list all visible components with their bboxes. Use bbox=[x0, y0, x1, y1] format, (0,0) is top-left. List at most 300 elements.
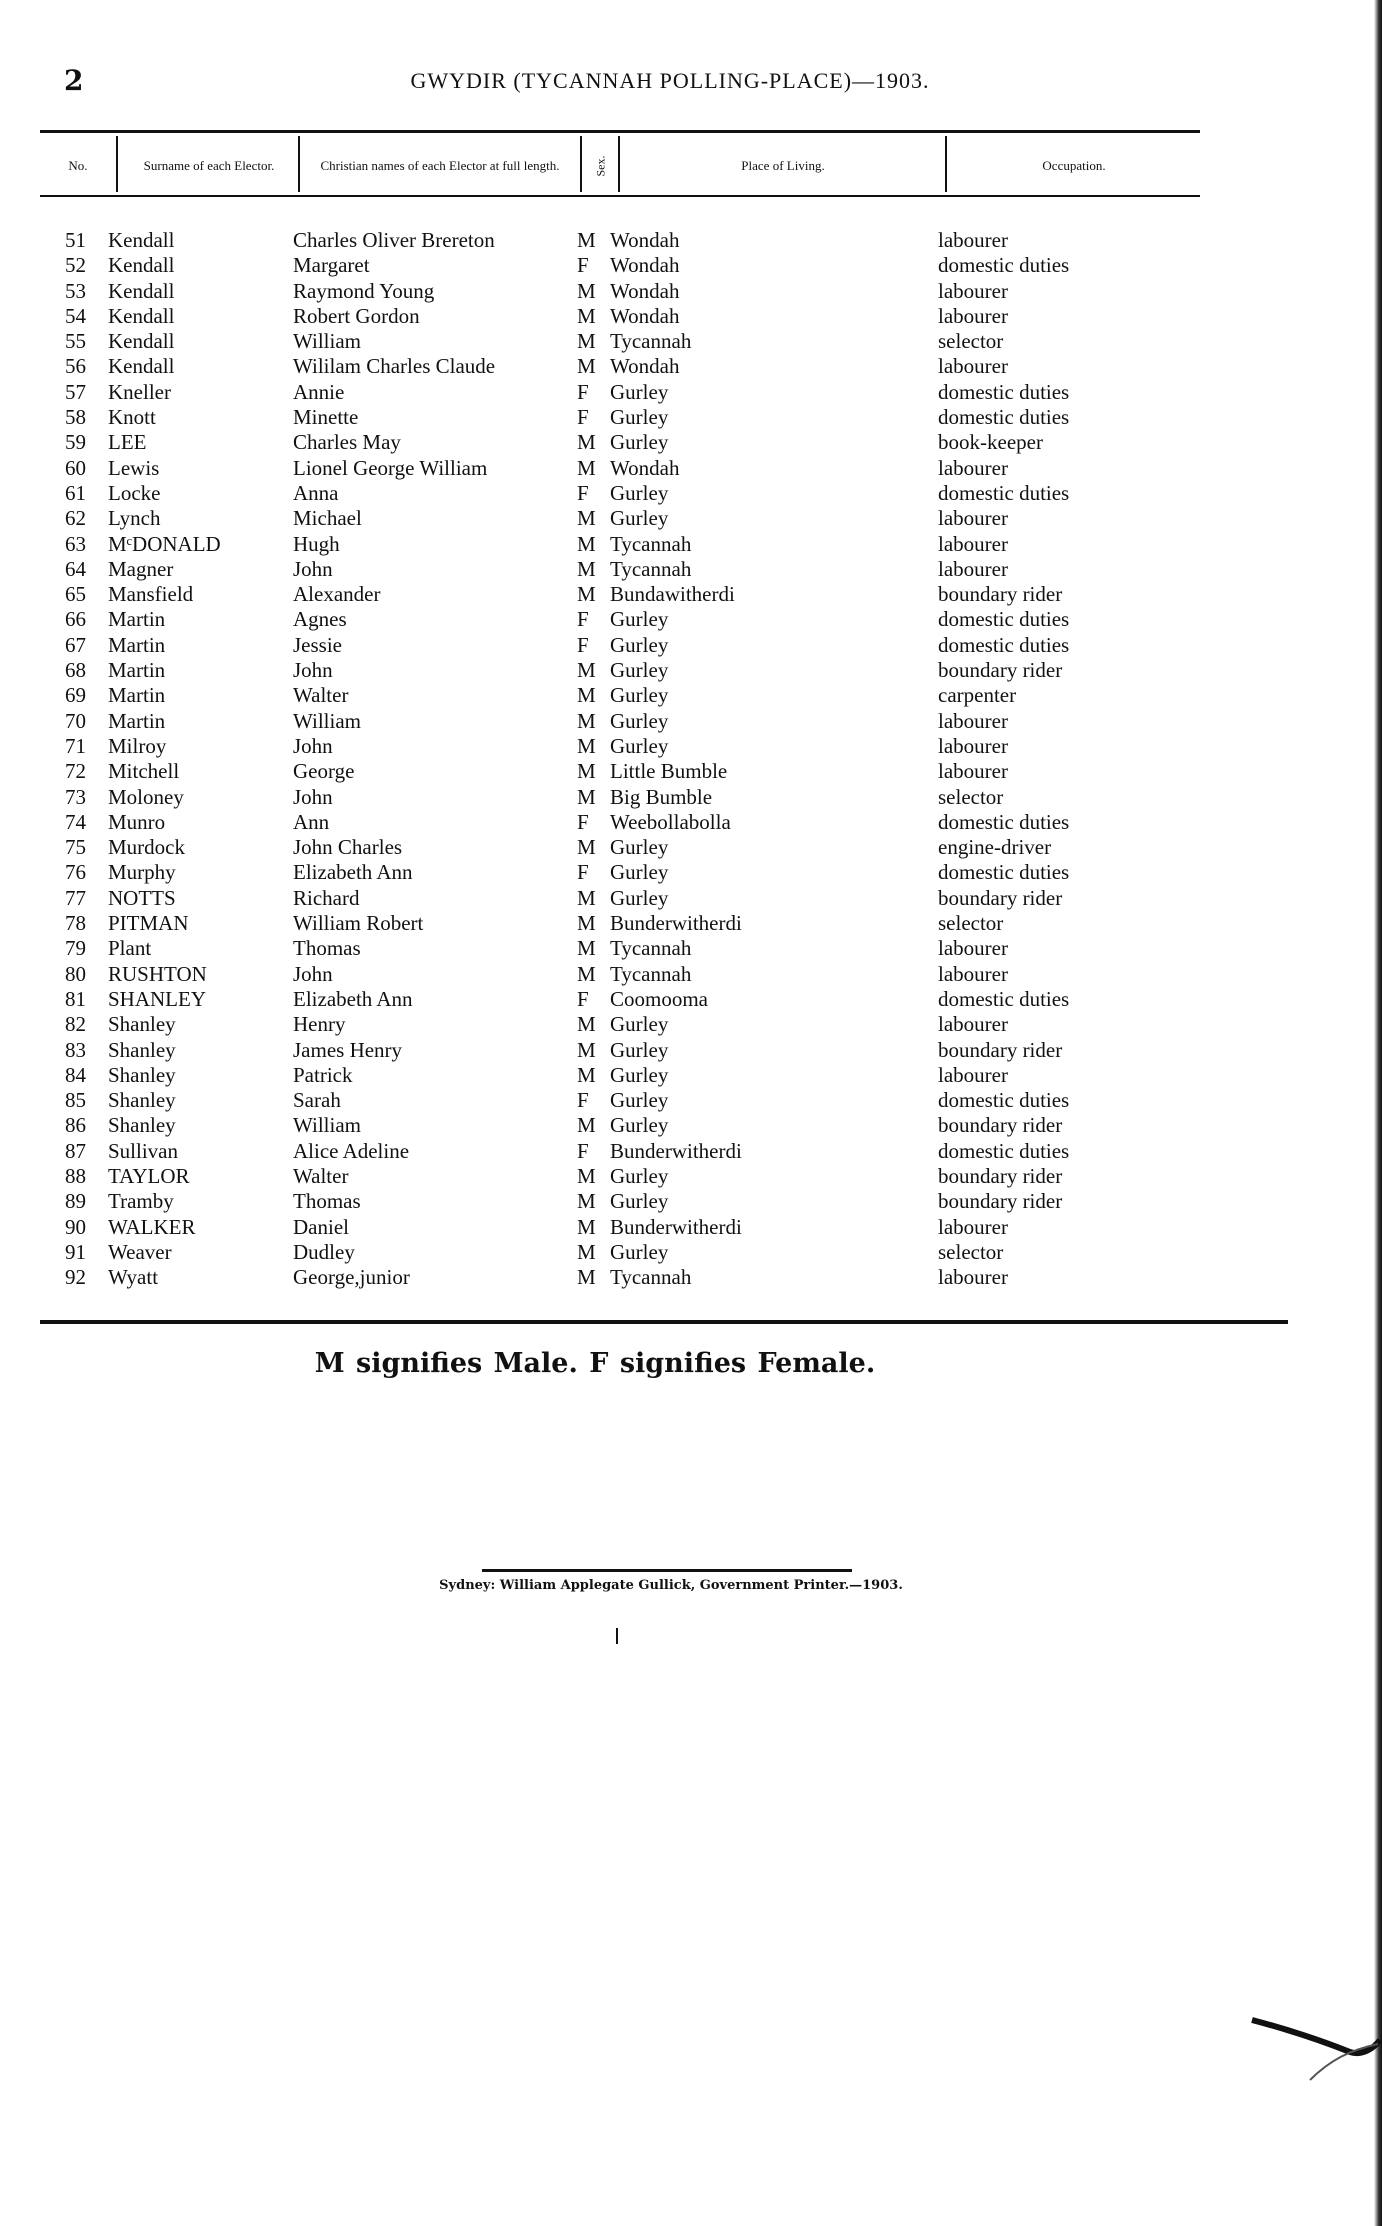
elector-place-of-living: Big Bumble bbox=[610, 784, 713, 809]
elector-place-of-living: Bunderwitherdi bbox=[610, 1214, 742, 1239]
elector-number: 71 bbox=[65, 733, 86, 758]
elector-surname: Kneller bbox=[108, 379, 171, 404]
elector-surname: Locke bbox=[108, 480, 161, 505]
elector-surname: Magner bbox=[108, 556, 174, 581]
elector-christian-names: Raymond Young bbox=[293, 278, 435, 303]
table-row bbox=[0, 734, 1382, 759]
elector-place-of-living: Bunderwitherdi bbox=[610, 1138, 742, 1163]
elector-christian-names: Walter bbox=[293, 1163, 349, 1188]
header-christian: Christian names of each Elector at full length. bbox=[320, 158, 560, 173]
printer-rule bbox=[482, 1569, 852, 1572]
elector-number: 61 bbox=[65, 480, 86, 505]
elector-sex: M bbox=[577, 329, 596, 354]
elector-place-of-living: Little Bumble bbox=[610, 759, 728, 784]
elector-place-of-living: Gurley bbox=[610, 708, 669, 733]
elector-place-of-living: Tycannah bbox=[610, 329, 692, 354]
elector-number: 65 bbox=[65, 582, 86, 607]
elector-sex: F bbox=[577, 860, 589, 885]
table-row bbox=[0, 506, 1382, 531]
elector-christian-names: Wililam Charles Claude bbox=[293, 354, 496, 379]
elector-place-of-living: Weebollabolla bbox=[610, 809, 731, 834]
elector-number: 82 bbox=[65, 1012, 86, 1037]
elector-place-of-living: Tycannah bbox=[610, 936, 692, 961]
elector-surname: Knott bbox=[108, 405, 156, 430]
elector-occupation: domestic duties bbox=[938, 253, 1070, 278]
elector-place-of-living: Tycannah bbox=[610, 531, 692, 556]
elector-place-of-living: Wondah bbox=[610, 228, 680, 252]
table-bottom-rule bbox=[40, 1320, 1288, 1324]
elector-christian-names: Agnes bbox=[293, 607, 347, 632]
elector-place-of-living: Gurley bbox=[610, 379, 669, 404]
elector-occupation: domestic duties bbox=[938, 480, 1070, 505]
elector-christian-names: Annie bbox=[293, 379, 345, 404]
sex-legend: M signifies Male. F signifies Female. bbox=[314, 1348, 876, 1379]
elector-number: 81 bbox=[65, 986, 86, 1011]
elector-number: 87 bbox=[65, 1138, 86, 1163]
elector-occupation: labourer bbox=[938, 455, 1008, 480]
elector-sex: M bbox=[577, 961, 596, 986]
elector-sex: M bbox=[577, 1037, 596, 1062]
elector-surname: Kendall bbox=[108, 354, 175, 379]
elector-place-of-living: Gurley bbox=[610, 1163, 669, 1188]
table-row bbox=[0, 253, 1382, 278]
elector-place-of-living: Wondah bbox=[610, 455, 680, 480]
elector-number: 66 bbox=[65, 607, 86, 632]
elector-sex: M bbox=[577, 430, 596, 455]
elector-number: 69 bbox=[65, 683, 86, 708]
elector-number: 89 bbox=[65, 1189, 86, 1214]
table-row bbox=[0, 1113, 1382, 1138]
elector-surname: Martin bbox=[108, 607, 166, 632]
table-row bbox=[0, 1088, 1382, 1113]
elector-surname: Martin bbox=[108, 708, 166, 733]
elector-christian-names: Richard bbox=[293, 885, 360, 910]
elector-sex: F bbox=[577, 253, 589, 278]
column-divider bbox=[298, 136, 300, 192]
elector-sex: M bbox=[577, 455, 596, 480]
elector-christian-names: Michael bbox=[293, 506, 362, 531]
elector-occupation: domestic duties bbox=[938, 986, 1070, 1011]
elector-surname: Martin bbox=[108, 658, 166, 683]
elector-surname: Plant bbox=[108, 936, 152, 961]
elector-sex: M bbox=[577, 556, 596, 581]
elector-place-of-living: Gurley bbox=[610, 733, 669, 758]
elector-sex: F bbox=[577, 607, 589, 632]
elector-sex: M bbox=[577, 506, 596, 531]
elector-number: 75 bbox=[65, 835, 86, 860]
elector-surname: Murdock bbox=[108, 835, 185, 860]
elector-surname: Munro bbox=[108, 809, 166, 834]
table-row bbox=[0, 1215, 1382, 1240]
table-row bbox=[0, 582, 1382, 607]
elector-sex: M bbox=[577, 1189, 596, 1214]
elector-surname: Mansfield bbox=[108, 582, 194, 607]
elector-surname: Shanley bbox=[108, 1113, 176, 1138]
elector-number: 86 bbox=[65, 1113, 86, 1138]
header-sex: Sex. bbox=[593, 155, 607, 177]
elector-place-of-living: Gurley bbox=[610, 860, 669, 885]
elector-christian-names: Minette bbox=[293, 405, 359, 430]
elector-occupation: selector bbox=[938, 784, 1004, 809]
elector-number: 77 bbox=[65, 885, 86, 910]
table-row bbox=[0, 1240, 1382, 1265]
column-divider bbox=[945, 136, 947, 192]
elector-christian-names: Alexander bbox=[293, 582, 381, 607]
table-row bbox=[0, 987, 1382, 1012]
elector-occupation: labourer bbox=[938, 531, 1008, 556]
elector-surname: Weaver bbox=[108, 1239, 172, 1264]
elector-occupation: book-keeper bbox=[938, 430, 1043, 455]
table-row bbox=[0, 759, 1382, 784]
page-edge-shadow bbox=[1374, 0, 1382, 2226]
elector-occupation: engine-driver bbox=[938, 835, 1052, 860]
elector-sex: M bbox=[577, 885, 596, 910]
elector-surname: NOTTS bbox=[108, 885, 176, 910]
elector-occupation: boundary rider bbox=[938, 1189, 1063, 1214]
elector-occupation: labourer bbox=[938, 506, 1008, 531]
elector-christian-names: Thomas bbox=[293, 1189, 361, 1214]
elector-surname: PITMAN bbox=[108, 911, 189, 936]
elector-occupation: boundary rider bbox=[938, 658, 1063, 683]
table-row bbox=[0, 1189, 1382, 1214]
elector-place-of-living: Tycannah bbox=[610, 961, 692, 986]
table-row bbox=[0, 633, 1382, 658]
elector-sex: F bbox=[577, 809, 589, 834]
elector-surname: Murphy bbox=[108, 860, 176, 885]
elector-occupation: labourer bbox=[938, 759, 1008, 784]
elector-christian-names: Hugh bbox=[293, 531, 340, 556]
elector-number: 59 bbox=[65, 430, 86, 455]
elector-christian-names: John bbox=[293, 733, 333, 758]
elector-surname: Martin bbox=[108, 632, 166, 657]
elector-christian-names: John Charles bbox=[293, 835, 403, 860]
elector-number: 91 bbox=[65, 1239, 86, 1264]
elector-occupation: domestic duties bbox=[938, 379, 1070, 404]
elector-place-of-living: Gurley bbox=[610, 683, 669, 708]
elector-number: 64 bbox=[65, 556, 86, 581]
elector-christian-names: Lionel George William bbox=[293, 455, 488, 480]
elector-place-of-living: Gurley bbox=[610, 835, 669, 860]
elector-occupation: labourer bbox=[938, 1012, 1008, 1037]
column-divider bbox=[618, 136, 620, 192]
elector-number: 52 bbox=[65, 253, 86, 278]
elector-sex: M bbox=[577, 1012, 596, 1037]
elector-surname: Moloney bbox=[108, 784, 184, 809]
elector-surname: Tramby bbox=[108, 1189, 174, 1214]
elector-place-of-living: Gurley bbox=[610, 430, 669, 455]
table-row bbox=[0, 279, 1382, 304]
printer-imprint: Sydney: William Applegate Gullick, Government Printer.—1903. bbox=[439, 1578, 903, 1593]
elector-christian-names: William bbox=[293, 329, 361, 354]
elector-sex: F bbox=[577, 986, 589, 1011]
elector-sex: M bbox=[577, 835, 596, 860]
elector-christian-names: George,junior bbox=[293, 1265, 410, 1290]
elector-christian-names: Daniel bbox=[293, 1214, 349, 1239]
elector-occupation: domestic duties bbox=[938, 860, 1070, 885]
elector-list bbox=[0, 228, 1382, 1290]
elector-place-of-living: Gurley bbox=[610, 1088, 669, 1113]
elector-christian-names: Charles Oliver Brereton bbox=[293, 228, 495, 252]
elector-christian-names: William bbox=[293, 708, 361, 733]
elector-christian-names: Elizabeth Ann bbox=[293, 986, 413, 1011]
elector-place-of-living: Gurley bbox=[610, 405, 669, 430]
table-row bbox=[0, 329, 1382, 354]
elector-occupation: domestic duties bbox=[938, 607, 1070, 632]
elector-occupation: labourer bbox=[938, 278, 1008, 303]
elector-number: 73 bbox=[65, 784, 86, 809]
table-row bbox=[0, 911, 1382, 936]
elector-number: 60 bbox=[65, 455, 86, 480]
elector-occupation: boundary rider bbox=[938, 1163, 1063, 1188]
elector-sex: M bbox=[577, 708, 596, 733]
elector-occupation: boundary rider bbox=[938, 582, 1063, 607]
elector-occupation: labourer bbox=[938, 556, 1008, 581]
elector-christian-names: John bbox=[293, 556, 333, 581]
elector-number: 80 bbox=[65, 961, 86, 986]
elector-surname: WALKER bbox=[108, 1214, 196, 1239]
elector-sex: M bbox=[577, 759, 596, 784]
elector-place-of-living: Gurley bbox=[610, 480, 669, 505]
elector-christian-names: Anna bbox=[293, 480, 339, 505]
table-row bbox=[0, 456, 1382, 481]
elector-place-of-living: Wondah bbox=[610, 278, 680, 303]
elector-place-of-living: Wondah bbox=[610, 303, 680, 328]
elector-place-of-living: Gurley bbox=[610, 607, 669, 632]
elector-place-of-living: Wondah bbox=[610, 354, 680, 379]
elector-place-of-living: Gurley bbox=[610, 1239, 669, 1264]
elector-sex: M bbox=[577, 278, 596, 303]
elector-christian-names: William bbox=[293, 1113, 361, 1138]
elector-surname: LEE bbox=[108, 430, 147, 455]
elector-occupation: boundary rider bbox=[938, 1037, 1063, 1062]
table-row bbox=[0, 936, 1382, 961]
elector-surname: Sullivan bbox=[108, 1138, 179, 1163]
elector-number: 67 bbox=[65, 632, 86, 657]
elector-surname: Kendall bbox=[108, 303, 175, 328]
table-row bbox=[0, 1164, 1382, 1189]
table-row bbox=[0, 810, 1382, 835]
header-place: Place of Living. bbox=[741, 158, 825, 173]
pen-mark-icon bbox=[1250, 2000, 1382, 2100]
column-divider bbox=[116, 136, 118, 192]
elector-occupation: domestic duties bbox=[938, 1088, 1070, 1113]
elector-place-of-living: Wondah bbox=[610, 253, 680, 278]
header-occupation: Occupation. bbox=[1042, 158, 1106, 173]
elector-surname: Wyatt bbox=[108, 1265, 159, 1290]
elector-sex: M bbox=[577, 1062, 596, 1087]
elector-christian-names: Patrick bbox=[293, 1062, 353, 1087]
table-row bbox=[0, 1265, 1382, 1290]
elector-number: 85 bbox=[65, 1088, 86, 1113]
elector-occupation: labourer bbox=[938, 733, 1008, 758]
elector-number: 57 bbox=[65, 379, 86, 404]
elector-surname: Shanley bbox=[108, 1088, 176, 1113]
elector-christian-names: Dudley bbox=[293, 1239, 355, 1264]
header-no: No. bbox=[68, 158, 88, 173]
elector-christian-names: John bbox=[293, 658, 333, 683]
table-row bbox=[0, 1063, 1382, 1088]
elector-christian-names: George bbox=[293, 759, 355, 784]
header-surname: Surname of each Elector. bbox=[143, 158, 275, 173]
elector-sex: M bbox=[577, 784, 596, 809]
elector-sex: F bbox=[577, 632, 589, 657]
header-top-rule bbox=[40, 130, 1200, 133]
elector-occupation: selector bbox=[938, 329, 1004, 354]
elector-sex: M bbox=[577, 911, 596, 936]
elector-sex: M bbox=[577, 1265, 596, 1290]
elector-occupation: selector bbox=[938, 911, 1004, 936]
elector-occupation: labourer bbox=[938, 303, 1008, 328]
elector-sex: M bbox=[577, 1113, 596, 1138]
header-bottom-rule bbox=[40, 195, 1200, 197]
table-row bbox=[0, 380, 1382, 405]
elector-place-of-living: Bundawitherdi bbox=[610, 582, 735, 607]
elector-christian-names: Ann bbox=[293, 809, 330, 834]
elector-sex: M bbox=[577, 582, 596, 607]
elector-number: 55 bbox=[65, 329, 86, 354]
elector-place-of-living: Gurley bbox=[610, 1189, 669, 1214]
elector-number: 54 bbox=[65, 303, 86, 328]
elector-occupation: labourer bbox=[938, 1214, 1008, 1239]
table-row bbox=[0, 886, 1382, 911]
elector-place-of-living: Gurley bbox=[610, 1062, 669, 1087]
elector-surname: Shanley bbox=[108, 1037, 176, 1062]
table-row bbox=[0, 785, 1382, 810]
elector-surname: Kendall bbox=[108, 253, 175, 278]
elector-sex: M bbox=[577, 936, 596, 961]
table-row bbox=[0, 405, 1382, 430]
table-row bbox=[0, 1038, 1382, 1063]
table-row bbox=[0, 607, 1382, 632]
elector-christian-names: Jessie bbox=[293, 632, 342, 657]
elector-christian-names: John bbox=[293, 784, 333, 809]
elector-sex: F bbox=[577, 379, 589, 404]
elector-christian-names: Sarah bbox=[293, 1088, 341, 1113]
table-row bbox=[0, 304, 1382, 329]
table-row bbox=[0, 557, 1382, 582]
elector-occupation: boundary rider bbox=[938, 885, 1063, 910]
elector-occupation: labourer bbox=[938, 354, 1008, 379]
elector-occupation: domestic duties bbox=[938, 632, 1070, 657]
elector-christian-names: Elizabeth Ann bbox=[293, 860, 413, 885]
elector-surname: TAYLOR bbox=[108, 1163, 190, 1188]
elector-occupation: boundary rider bbox=[938, 1113, 1063, 1138]
elector-place-of-living: Gurley bbox=[610, 658, 669, 683]
elector-number: 68 bbox=[65, 658, 86, 683]
elector-sex: M bbox=[577, 1239, 596, 1264]
elector-occupation: labourer bbox=[938, 228, 1008, 252]
elector-surname: RUSHTON bbox=[108, 961, 207, 986]
elector-surname: Kendall bbox=[108, 228, 175, 252]
elector-surname: Lewis bbox=[108, 455, 160, 480]
elector-surname: Martin bbox=[108, 683, 166, 708]
elector-surname: Mitchell bbox=[108, 759, 180, 784]
elector-number: 79 bbox=[65, 936, 86, 961]
elector-place-of-living: Tycannah bbox=[610, 556, 692, 581]
elector-occupation: domestic duties bbox=[938, 405, 1070, 430]
elector-number: 92 bbox=[65, 1265, 86, 1290]
elector-christian-names: Walter bbox=[293, 683, 349, 708]
elector-occupation: labourer bbox=[938, 1062, 1008, 1087]
elector-occupation: labourer bbox=[938, 936, 1008, 961]
elector-christian-names: Thomas bbox=[293, 936, 361, 961]
elector-number: 76 bbox=[65, 860, 86, 885]
elector-occupation: selector bbox=[938, 1239, 1004, 1264]
table-row bbox=[0, 709, 1382, 734]
elector-christian-names: Robert Gordon bbox=[293, 303, 420, 328]
table-row bbox=[0, 835, 1382, 860]
elector-occupation: labourer bbox=[938, 708, 1008, 733]
table-row bbox=[0, 481, 1382, 506]
page-number: 2 bbox=[64, 64, 84, 97]
elector-number: 88 bbox=[65, 1163, 86, 1188]
elector-place-of-living: Gurley bbox=[610, 632, 669, 657]
elector-christian-names: James Henry bbox=[293, 1037, 403, 1062]
elector-occupation: labourer bbox=[938, 1265, 1008, 1290]
elector-christian-names: Charles May bbox=[293, 430, 401, 455]
elector-place-of-living: Bunderwitherdi bbox=[610, 911, 742, 936]
elector-surname: Shanley bbox=[108, 1012, 176, 1037]
elector-place-of-living: Gurley bbox=[610, 506, 669, 531]
elector-surname: Lynch bbox=[108, 506, 161, 531]
table-row bbox=[0, 658, 1382, 683]
elector-sex: M bbox=[577, 228, 596, 252]
elector-sex: M bbox=[577, 658, 596, 683]
elector-sex: M bbox=[577, 1163, 596, 1188]
elector-christian-names: Alice Adeline bbox=[293, 1138, 410, 1163]
elector-number: 90 bbox=[65, 1214, 86, 1239]
table-row bbox=[0, 860, 1382, 885]
elector-place-of-living: Gurley bbox=[610, 885, 669, 910]
table-row bbox=[0, 228, 1382, 253]
elector-number: 72 bbox=[65, 759, 86, 784]
table-row bbox=[0, 532, 1382, 557]
elector-christian-names: William Robert bbox=[293, 911, 424, 936]
elector-sex: M bbox=[577, 1214, 596, 1239]
elector-sex: M bbox=[577, 303, 596, 328]
elector-place-of-living: Gurley bbox=[610, 1037, 669, 1062]
elector-place-of-living: Gurley bbox=[610, 1012, 669, 1037]
elector-number: 74 bbox=[65, 809, 86, 834]
page-title: GWYDIR (TYCANNAH POLLING-PLACE)—1903. bbox=[410, 68, 930, 93]
elector-number: 62 bbox=[65, 506, 86, 531]
elector-surname: Kendall bbox=[108, 278, 175, 303]
elector-christian-names: John bbox=[293, 961, 333, 986]
elector-surname: Kendall bbox=[108, 329, 175, 354]
elector-occupation: labourer bbox=[938, 961, 1008, 986]
elector-surname: SHANLEY bbox=[108, 986, 206, 1011]
elector-occupation: carpenter bbox=[938, 683, 1017, 708]
elector-surname: Shanley bbox=[108, 1062, 176, 1087]
elector-number: 84 bbox=[65, 1062, 86, 1087]
elector-place-of-living: Coomooma bbox=[610, 986, 708, 1011]
elector-number: 63 bbox=[65, 531, 86, 556]
table-row bbox=[0, 1012, 1382, 1037]
table-row bbox=[0, 683, 1382, 708]
elector-sex: M bbox=[577, 354, 596, 379]
elector-sex: M bbox=[577, 531, 596, 556]
elector-number: 51 bbox=[65, 228, 86, 252]
table-row bbox=[0, 962, 1382, 987]
elector-place-of-living: Gurley bbox=[610, 1113, 669, 1138]
printer-tick bbox=[616, 1628, 618, 1644]
elector-number: 53 bbox=[65, 278, 86, 303]
table-row bbox=[0, 1139, 1382, 1164]
elector-place-of-living: Tycannah bbox=[610, 1265, 692, 1290]
elector-sex: F bbox=[577, 1088, 589, 1113]
table-row bbox=[0, 354, 1382, 379]
elector-surname: Milroy bbox=[108, 733, 167, 758]
